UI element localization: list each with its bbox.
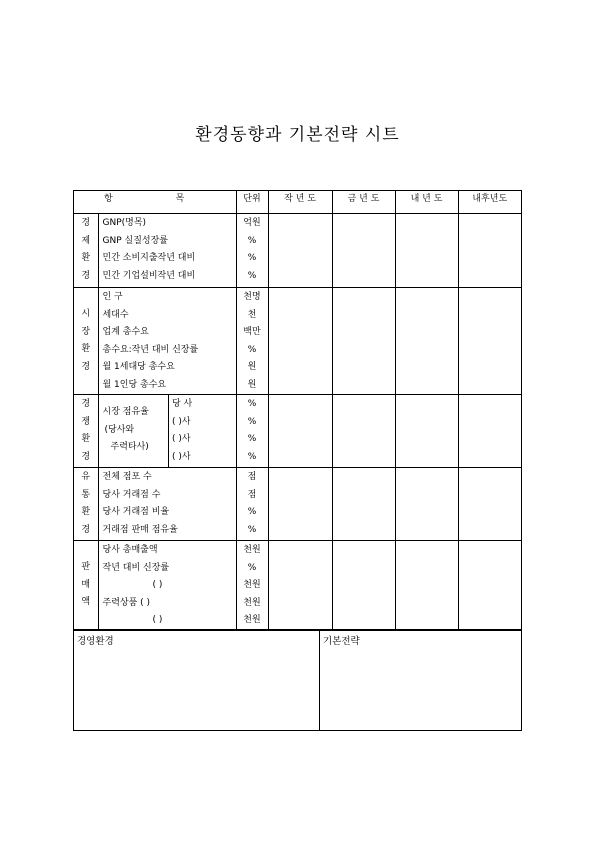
item-product-blank-1: ( ) bbox=[152, 580, 163, 590]
cell-market-next[interactable] bbox=[395, 288, 458, 395]
section-distribution bbox=[74, 468, 521, 541]
units-competition: % % % % bbox=[236, 395, 268, 468]
header-unit: 단위 bbox=[236, 191, 268, 214]
cell-competition-after[interactable] bbox=[458, 395, 521, 468]
competitor-3: ( )사 bbox=[171, 451, 191, 462]
section-market bbox=[74, 288, 521, 395]
item-demand-growth: 총수요:작년 대비 신장률 bbox=[102, 344, 199, 355]
item-main-product: 주력상품 ( ) bbox=[102, 597, 151, 608]
header-year-this: 금 년 도 bbox=[332, 191, 395, 214]
cell-economy-this[interactable] bbox=[332, 214, 395, 288]
units-market: 천명 천 백만 % 원 원 bbox=[236, 288, 268, 395]
item-dealer-share: 거래점 판매 점유율 bbox=[102, 524, 178, 535]
units-economy: 억원 % % % bbox=[236, 214, 268, 288]
item-product-blank-2: ( ) bbox=[152, 615, 163, 625]
item-gnp-real-growth: GNP 실질성장률 bbox=[102, 235, 168, 246]
category-economy: 경 제 환 경 bbox=[74, 214, 98, 288]
cell-competition-last[interactable] bbox=[268, 395, 332, 468]
category-competition: 경 쟁 환 경 bbox=[74, 395, 98, 468]
items-competition bbox=[98, 395, 236, 468]
items-sales bbox=[98, 541, 236, 631]
item-population: 인 구 bbox=[102, 292, 123, 302]
item-private-consumption: 민간 소비지출작년 대비 bbox=[102, 253, 196, 263]
category-sales: 판 매 액 bbox=[74, 541, 98, 631]
cell-economy-after[interactable] bbox=[458, 214, 521, 288]
cell-competition-this[interactable] bbox=[332, 395, 395, 468]
item-households: 세대수 bbox=[102, 309, 129, 320]
items-economy bbox=[98, 214, 236, 288]
competitor-1: ( )사 bbox=[171, 416, 191, 427]
header-item bbox=[74, 191, 236, 214]
item-total-sales: 당사 총매출액 bbox=[102, 545, 158, 555]
cell-distribution-this[interactable] bbox=[332, 468, 395, 541]
header-year-last: 작 년 도 bbox=[268, 191, 332, 214]
items-market bbox=[98, 288, 236, 395]
section-economy bbox=[74, 214, 521, 288]
cell-distribution-last[interactable] bbox=[268, 468, 332, 541]
environment-table bbox=[74, 191, 521, 631]
header-row bbox=[74, 191, 521, 214]
header-year-after-next: 내후년도 bbox=[458, 191, 521, 214]
header-year-next: 내 년 도 bbox=[395, 191, 458, 214]
cell-sales-next[interactable] bbox=[395, 541, 458, 631]
units-distribution: 점 점 % % bbox=[236, 468, 268, 541]
item-dealer-ratio: 당사 거래점 비율 bbox=[102, 507, 170, 517]
cell-distribution-after[interactable] bbox=[458, 468, 521, 541]
item-sales-growth: 작년 대비 신장률 bbox=[102, 562, 170, 573]
cell-market-this[interactable] bbox=[332, 288, 395, 395]
management-environment-label: 경영환경 bbox=[77, 636, 114, 647]
item-demand-per-household: 월 1세대당 총수요 bbox=[102, 362, 175, 372]
item-total-stores: 전체 점포 수 bbox=[102, 472, 152, 482]
header-item-b: 목 bbox=[175, 194, 185, 204]
item-gnp-nominal: GNP(명목) bbox=[102, 218, 147, 228]
cell-sales-last[interactable] bbox=[268, 541, 332, 631]
section-competition bbox=[74, 395, 521, 468]
environment-sheet bbox=[73, 190, 522, 731]
footer-section bbox=[74, 629, 521, 731]
management-environment-box[interactable] bbox=[74, 630, 320, 731]
cell-market-last[interactable] bbox=[268, 288, 332, 395]
cell-distribution-next[interactable] bbox=[395, 468, 458, 541]
market-share-label: 시장 점유율 (당사와 주력타사) bbox=[102, 407, 149, 452]
category-distribution: 유 통 환 경 bbox=[74, 468, 98, 541]
section-sales bbox=[74, 541, 521, 631]
item-demand-per-person: 월 1인당 총수요 bbox=[102, 379, 167, 390]
cell-sales-after[interactable] bbox=[458, 541, 521, 631]
item-industry-demand: 업계 총수요 bbox=[102, 327, 149, 337]
basic-strategy-label: 기본전략 bbox=[323, 636, 360, 647]
basic-strategy-box[interactable] bbox=[320, 630, 521, 731]
item-private-investment: 민간 기업설비작년 대비 bbox=[102, 270, 196, 281]
cell-competition-next[interactable] bbox=[395, 395, 458, 468]
cell-market-after[interactable] bbox=[458, 288, 521, 395]
page-title: 환경동향과 기본전략 시트 bbox=[195, 125, 400, 145]
competitor-2: ( )사 bbox=[171, 434, 191, 444]
cell-sales-this[interactable] bbox=[332, 541, 395, 631]
item-dealer-count: 당사 거래점 수 bbox=[102, 489, 161, 500]
header-item-a: 항 bbox=[104, 194, 113, 204]
units-sales: 천원 % 천원 천원 천원 bbox=[236, 541, 268, 631]
cell-economy-last[interactable] bbox=[268, 214, 332, 288]
competitor-own: 당 사 bbox=[171, 399, 193, 409]
category-market: 시 장 환 경 bbox=[74, 288, 98, 395]
cell-economy-next[interactable] bbox=[395, 214, 458, 288]
competitor-list bbox=[168, 395, 236, 467]
items-distribution bbox=[98, 468, 236, 541]
